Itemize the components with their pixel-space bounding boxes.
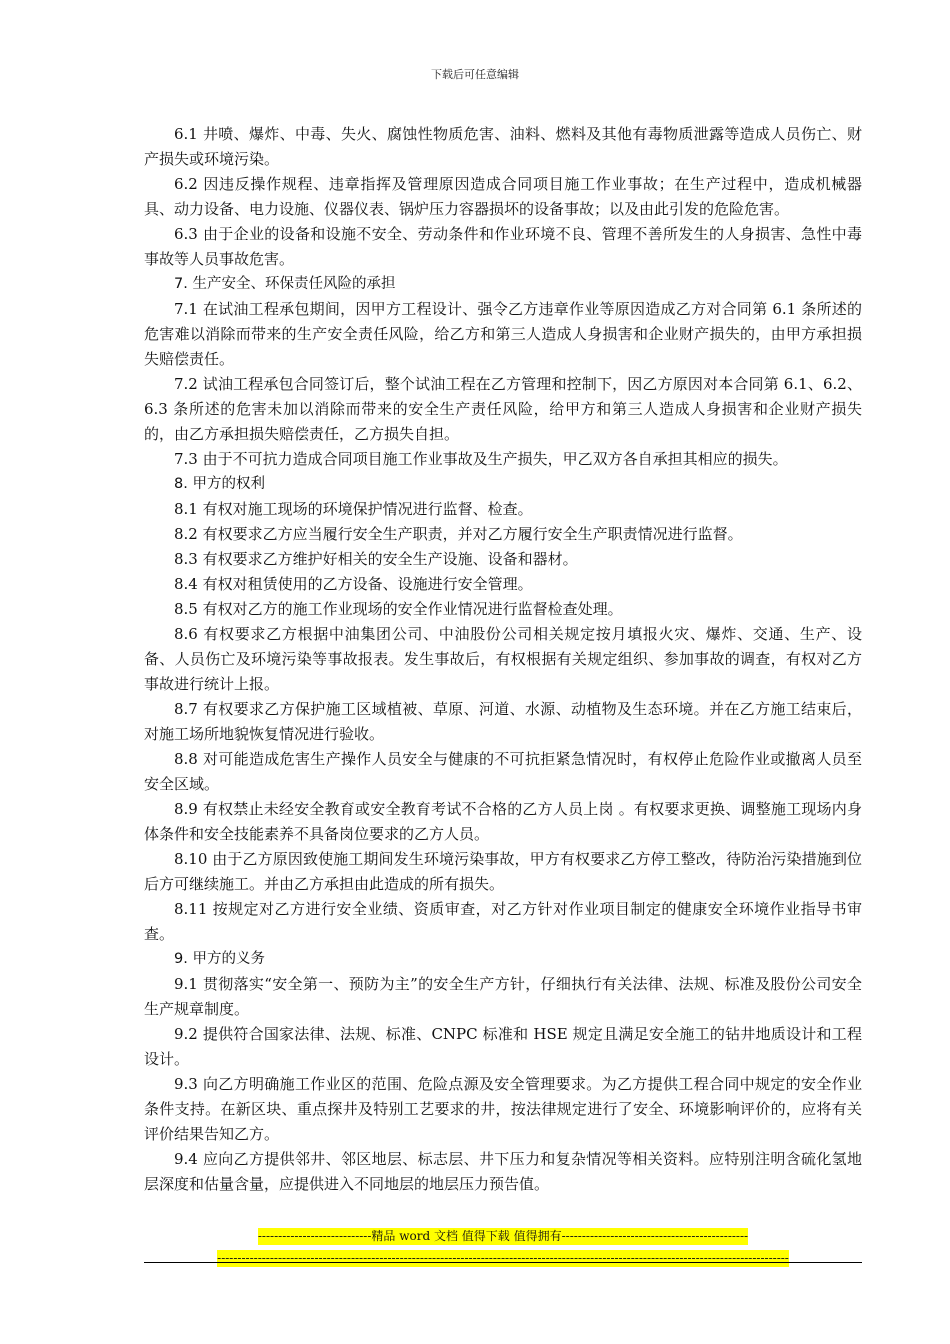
clause-paragraph: 8.4 有权对租赁使用的乙方设备、设施进行安全管理。: [174, 575, 533, 593]
clause-paragraph: 8.5 有权对乙方的施工作业现场的安全作业情况进行监督检查处理。: [174, 600, 623, 618]
footer-line-2: ---------------------------------------------------------------------------------------------------------------------------------------------: [217, 1251, 789, 1265]
page-header: 下载后可任意编辑: [431, 68, 519, 81]
clause-paragraph: 8.7 有权要求乙方保护施工区域植被、草原、河道、水源、动植物及生态环境。并在乙方施工结束后，对施工场所地貌恢复情况进行验收。: [144, 700, 862, 743]
footer-divider: [144, 1262, 862, 1263]
clause-paragraph: 6.1 井喷、爆炸、中毒、失火、腐蚀性物质危害、油料、燃料及其他有毒物质泄露等造成人员伤亡、财产损失或环境污染。: [144, 125, 862, 168]
clause-paragraph: 7.1 在试油工程承包期间，因甲方工程设计、强令乙方违章作业等原因造成乙方对合同第 6.1 条所述的危害难以消除而带来的生产安全责任风险，给乙方和第三人造成人身损害和企业财产损失的，由甲方承担损失赔偿责任。: [144, 300, 862, 368]
clause-paragraph: 8.1 有权对施工现场的环境保护情况进行监督、检查。: [174, 500, 533, 518]
clause-paragraph: 8.11 按规定对乙方进行安全业绩、资质审查，对乙方针对作业项目制定的健康安全环境作业指导书审查。: [144, 900, 862, 943]
clause-paragraph: 6.2 因违反操作规程、违章指挥及管理原因造成合同项目施工作业事故；在生产过程中，造成机械器具、动力设备、电力设施、仪器仪表、锅炉压力容器损坏的设备事故；以及由此引发的危险危害。: [144, 175, 862, 218]
footer-line-1: ----------------------------精品 word 文档 值得下载 值得拥有----------------------------------------------: [257, 1229, 749, 1243]
clause-paragraph: 8.8 对可能造成危害生产操作人员安全与健康的不可抗拒紧急情况时，有权停止危险作业或撤离人员至安全区域。: [144, 750, 862, 793]
clause-paragraph: 9.2 提供符合国家法律、法规、标准、CNPC 标准和 HSE 规定且满足安全施工的钻井地质设计和工程设计。: [144, 1025, 862, 1068]
section-heading: 8. 甲方的权利: [174, 476, 265, 492]
clause-paragraph: 8.9 有权禁止未经安全教育或安全教育考试不合格的乙方人员上岗 。有权要求更换、调整施工现场内身体条件和安全技能素养不具备岗位要求的乙方人员。: [144, 800, 862, 843]
section-heading: 7. 生产安全、环保责任风险的承担: [174, 276, 396, 292]
document-body: [144, 122, 862, 1197]
clause-paragraph: 7.2 试油工程承包合同签订后，整个试油工程在乙方管理和控制下，因乙方原因对本合同第 6.1、6.2、6.3 条所述的危害未加以消除而带来的安全生产责任风险，给甲方和第三人造成人身损害和企业财产损失的，由乙方承担损失赔偿责任，乙方损失自担。: [144, 375, 862, 443]
clause-paragraph: 9.4 应向乙方提供邻井、邻区地层、标志层、井下压力和复杂情况等相关资料。应特别注明含硫化氢地层深度和估量含量，应提供进入不同地层的地层压力预告值。: [144, 1150, 862, 1193]
clause-paragraph: 8.10 由于乙方原因致使施工期间发生环境污染事故，甲方有权要求乙方停工整改，待防治污染措施到位后方可继续施工。并由乙方承担由此造成的所有损失。: [144, 850, 862, 893]
footer-banner: [144, 1228, 862, 1272]
clause-paragraph: 8.2 有权要求乙方应当履行安全生产职责，并对乙方履行安全生产职责情况进行监督。: [174, 525, 743, 543]
clause-paragraph: 8.3 有权要求乙方维护好相关的安全生产设施、设备和器材。: [174, 550, 578, 568]
section-heading: 9. 甲方的义务: [174, 951, 265, 967]
clause-paragraph: 9.3 向乙方明确施工作业区的范围、危险点源及安全管理要求。为乙方提供工程合同中规定的安全作业条件支持。在新区块、重点探井及特别工艺要求的井，按法律规定进行了安全、环境影响评价的，应将有关评价结果告知乙方。: [144, 1075, 862, 1143]
clause-paragraph: 6.3 由于企业的设备和设施不安全、劳动条件和作业环境不良、管理不善所发生的人身损害、急性中毒事故等人员事故危害。: [144, 225, 862, 268]
clause-paragraph: 9.1 贯彻落实“安全第一、预防为主”的安全生产方针，仔细执行有关法律、法规、标准及股份公司安全生产规章制度。: [144, 975, 862, 1018]
clause-paragraph: 8.6 有权要求乙方根据中油集团公司、中油股份公司相关规定按月填报火灾、爆炸、交通、生产、设备、人员伤亡及环境污染等事故报表。发生事故后，有权根据有关规定组织、参加事故的调查，有权对乙方事故进行统计上报。: [144, 625, 862, 693]
clause-paragraph: 7.3 由于不可抗力造成合同项目施工作业事故及生产损失，甲乙双方各自承担其相应的损失。: [174, 450, 788, 468]
